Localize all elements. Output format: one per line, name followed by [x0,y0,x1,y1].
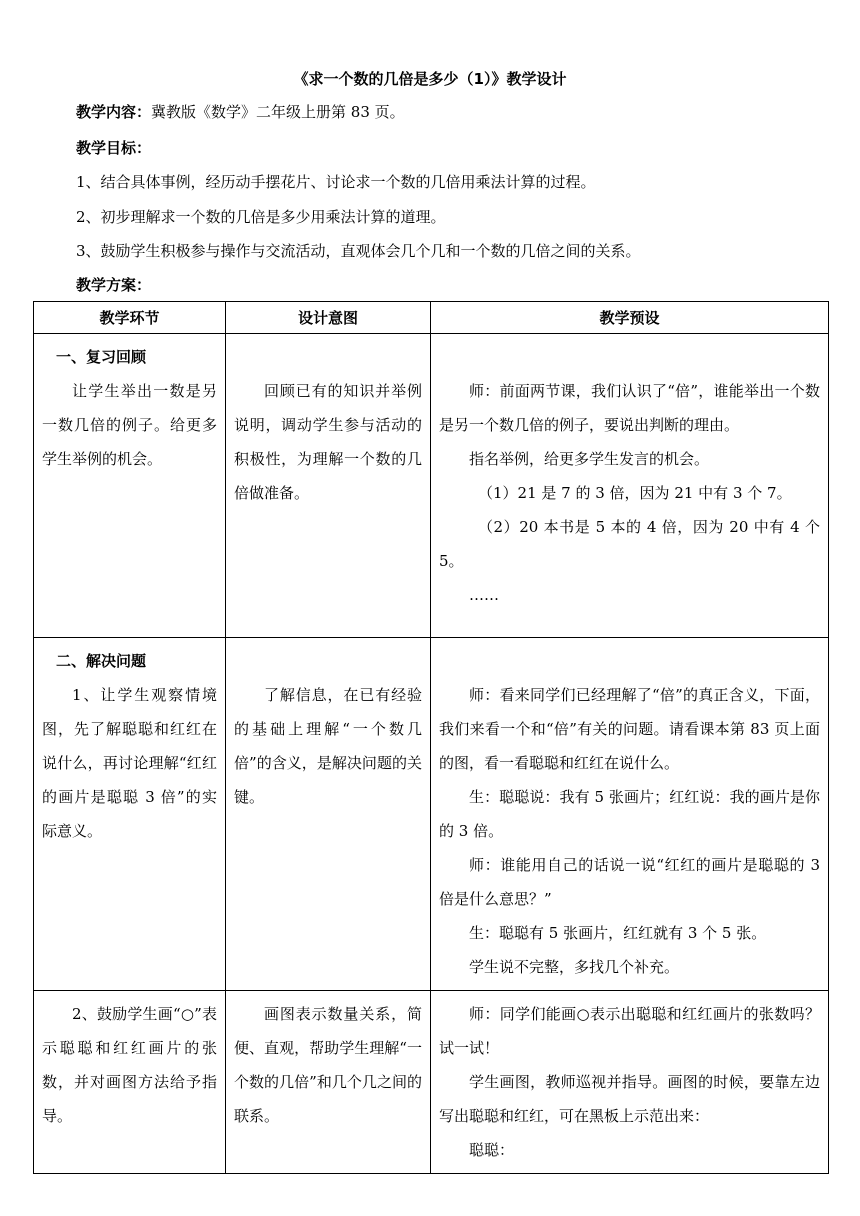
preset-cell [431,334,829,638]
preset-paragraph: （1）21 是 7 的 3 倍，因为 21 中有 3 个 7。 [478,484,792,502]
preset-paragraph: 生：聪聪说：我有 5 张画片；红红说：我的画片是你的 3 倍。 [439,788,820,840]
stage-cell [34,334,226,638]
goal-item: 2、初步理解求一个数的几倍是多少用乘法计算的道理。 [76,208,446,226]
table-row [34,334,829,638]
preset-paragraph: （2）20 本书是 5 本的 4 倍，因为 20 中有 4 个 5。 [439,518,820,570]
header-preset: 教学预设 [431,302,829,334]
preset-paragraph: 师：前面两节课，我们认识了“倍”，谁能举出一个数是另一个数几倍的例子，要说出判断的理由。 [439,382,820,434]
section-title: 一、复习回顾 [56,348,147,366]
preset-paragraph: 师：同学们能画○表示出聪聪和红红画片的张数吗？试一试！ [439,1005,820,1057]
stage-text: 2、鼓励学生画“○”表示聪聪和红红画片的张数，并对画图方法给予指导。 [42,1005,217,1125]
stage-cell [34,991,226,1174]
preset-paragraph: 聪聪： [469,1141,515,1159]
preset-paragraph: 师：看来同学们已经理解了“倍”的真正含义，下面，我们来看一个和“倍”有关的问题。请看课本第 83 页上面的图，看一看聪聪和红红在说什么。 [439,686,820,772]
section-title: 二、解决问题 [56,652,147,670]
table-row [34,991,829,1174]
plan-label: 教学方案： [76,276,152,294]
preset-paragraph: 师：谁能用自己的话说一说“红红的画片是聪聪的 3 倍是什么意思？” [439,856,820,908]
goals-label: 教学目标： [76,139,152,157]
goal-item: 1、结合具体事例，经历动手摆花片、讨论求一个数的几倍用乘法计算的过程。 [76,173,596,191]
preset-cell [431,638,829,991]
intent-cell [226,334,431,638]
content-label: 教学内容： [76,103,152,121]
intent-text: 画图表示数量关系，简便、直观，帮助学生理解“一个数的几倍”和几个几之间的联系。 [234,1005,422,1125]
stage-cell [34,638,226,991]
document-title: 《求一个数的几倍是多少（1）》教学设计 [293,70,567,88]
preset-paragraph: …… [469,586,499,604]
intent-cell [226,638,431,991]
content-text: 冀教版《数学》二年级上册第 83 页。 [151,103,405,121]
preset-cell [431,991,829,1174]
table-header-row [34,302,829,334]
intent-text: 回顾已有的知识并举例说明，调动学生参与活动的积极性，为理解一个数的几倍做准备。 [234,382,422,502]
stage-text: 让学生举出一数是另一数几倍的例子。给更多学生举例的机会。 [42,382,217,468]
preset-paragraph: 指名举例，给更多学生发言的机会。 [469,450,710,468]
plan-table [33,301,829,1174]
intent-cell [226,991,431,1174]
header-intent: 设计意图 [226,302,431,334]
intent-text: 了解信息，在已有经验的基础上理解“一个数几倍”的含义，是解决问题的关键。 [234,686,422,806]
content-line [76,101,405,122]
preset-paragraph: 学生画图，教师巡视并指导。画图的时候，要靠左边写出聪聪和红红，可在黑板上示范出来： [439,1073,820,1125]
stage-text: 1、让学生观察情境图，先了解聪聪和红红在说什么，再讨论理解“红红的画片是聪聪 3 倍”的实际意义。 [42,686,217,840]
table-row [34,638,829,991]
preset-paragraph: 学生说不完整，多找几个补充。 [469,958,680,976]
header-stage: 教学环节 [34,302,226,334]
preset-paragraph: 生：聪聪有 5 张画片，红红就有 3 个 5 张。 [469,924,767,942]
goal-item: 3、鼓励学生积极参与操作与交流活动，直观体会几个几和一个数的几倍之间的关系。 [76,242,641,260]
